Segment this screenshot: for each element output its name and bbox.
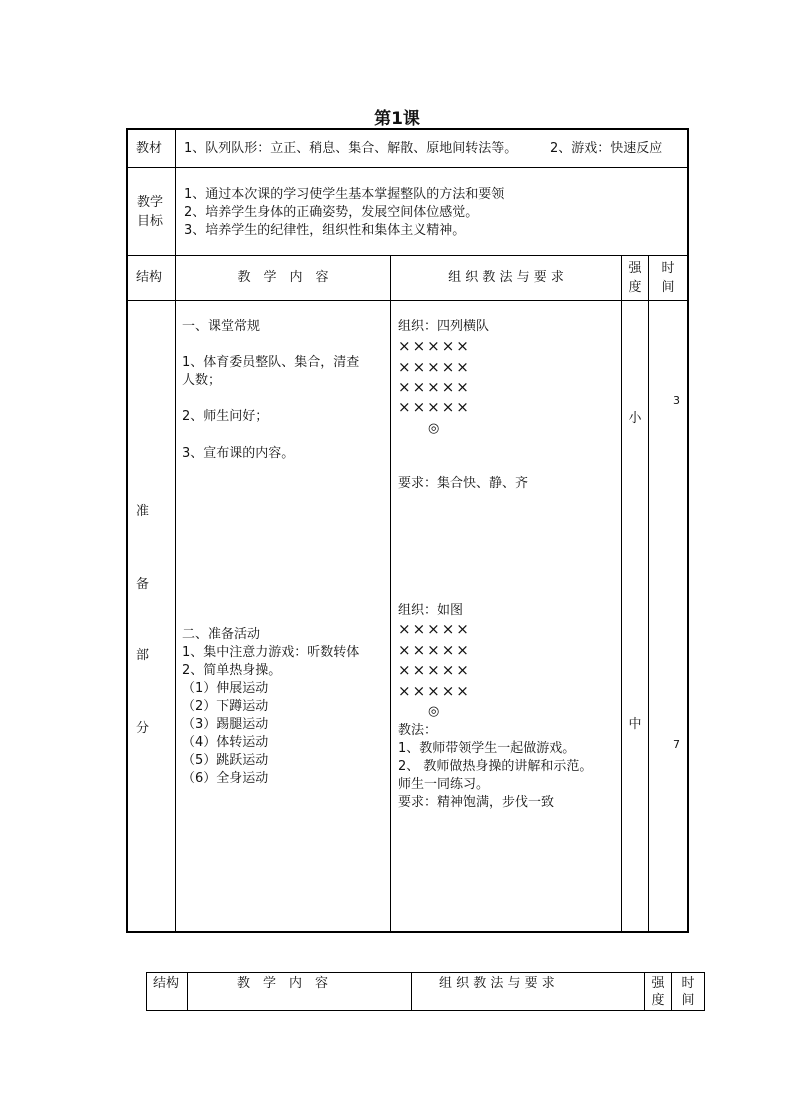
col-divider-label [187,973,188,1010]
formation-row: ××××× [398,641,471,659]
col-divider-content [411,973,412,1010]
part2-heading: 二、准备活动 [182,627,261,642]
header-time-line1: 时 [681,976,695,991]
header-time-line2: 间 [681,993,695,1008]
part2-item2: 2、简单热身操。 [182,663,282,678]
formation-row: ××××× [398,378,471,396]
section-label-char: 准 [136,504,150,519]
material-item-2: 2、游戏：快速反应 [550,141,663,156]
col-divider-intensity [648,255,649,931]
objectives-label-line2: 目标 [137,214,164,229]
header-method: 组 织 教 法 与 要 求 [439,976,555,991]
formation-row: ××××× [398,398,471,416]
objective-item: 3、培养学生的纪律性，组织性和集体主义精神。 [184,223,466,238]
formation-row: ××××× [398,358,471,376]
formation-row: ××××× [398,682,471,700]
part2-org-title: 组织：如图 [398,603,464,618]
formation-row: ××××× [398,620,471,638]
part2-method-3: 师生一同练习。 [398,777,490,792]
header-intensity-line1: 强 [628,261,642,276]
part1-org-title: 组织：四列横队 [398,319,490,334]
row-divider-objectives [128,255,687,256]
header-content: 教 学 内 容 [237,976,329,991]
part1-time: 3 [673,394,680,407]
exercise-item: （3）踢腿运动 [182,717,269,732]
part1-item3: 3、宣布课的内容。 [182,446,295,461]
header-structure: 结构 [136,270,163,285]
page-title: 第1课 [374,109,420,129]
exercise-item: （6）全身运动 [182,771,269,786]
header-content: 教 学 内 容 [237,270,329,285]
row-divider-material [128,167,687,168]
exercise-item: （2）下蹲运动 [182,699,269,714]
objectives-label-line1: 教学 [137,195,164,210]
section-label-char: 部 [136,648,150,663]
exercise-item: （1）伸展运动 [182,681,269,696]
section-label-char: 备 [136,577,150,592]
header-intensity-line1: 强 [651,976,665,991]
header-method: 组 织 教 法 与 要 求 [448,270,564,285]
part1-requirement: 要求：集合快、静、齐 [398,476,529,491]
part2-requirement: 要求：精神饱满，步伐一致 [398,795,555,810]
formation-row: ××××× [398,661,471,679]
row-divider-header [128,300,687,301]
part2-item1: 1、集中注意力游戏：听数转体 [182,645,360,660]
part1-item1-line1: 1、体育委员整队、集合，清查 [182,355,360,370]
header-intensity-line2: 度 [651,993,665,1008]
part1-intensity: 小 [628,411,642,426]
header-intensity-line2: 度 [628,280,642,295]
part2-method-2: 2、 教师做热身操的讲解和示范。 [398,759,593,774]
continuation-table-header [146,972,705,1011]
section-label-char: 分 [136,721,150,736]
part2-method-1: 1、教师带领学生一起做游戏。 [398,741,576,756]
teacher-position-icon: ◎ [428,704,440,719]
col-divider-content [390,255,391,931]
part1-heading: 一、课堂常规 [182,319,261,334]
part2-time: 7 [673,738,680,751]
exercise-item: （5）跳跃运动 [182,753,269,768]
header-time-line2: 间 [661,280,675,295]
col-divider-method [621,255,622,931]
exercise-item: （4）体转运动 [182,735,269,750]
part1-item1-line2: 人数； [182,373,222,388]
objective-item: 1、通过本次课的学习使学生基本掌握整队的方法和要领 [184,187,505,202]
teacher-position-icon: ◎ [428,421,440,436]
objective-item: 2、培养学生身体的正确姿势，发展空间体位感觉。 [184,205,479,220]
material-item-1: 1、队列队形：立正、稍息、集合、解散、原地间转法等。 [184,141,518,156]
part1-item2: 2、师生问好； [182,409,269,424]
header-time-line1: 时 [661,261,675,276]
col-divider-label [175,130,176,931]
part2-method-title: 教法： [398,723,438,738]
material-label: 教材 [136,141,163,156]
formation-row: ××××× [398,337,471,355]
header-structure: 结构 [153,976,180,991]
lesson-plan-table [126,128,689,933]
part2-intensity: 中 [628,717,642,732]
